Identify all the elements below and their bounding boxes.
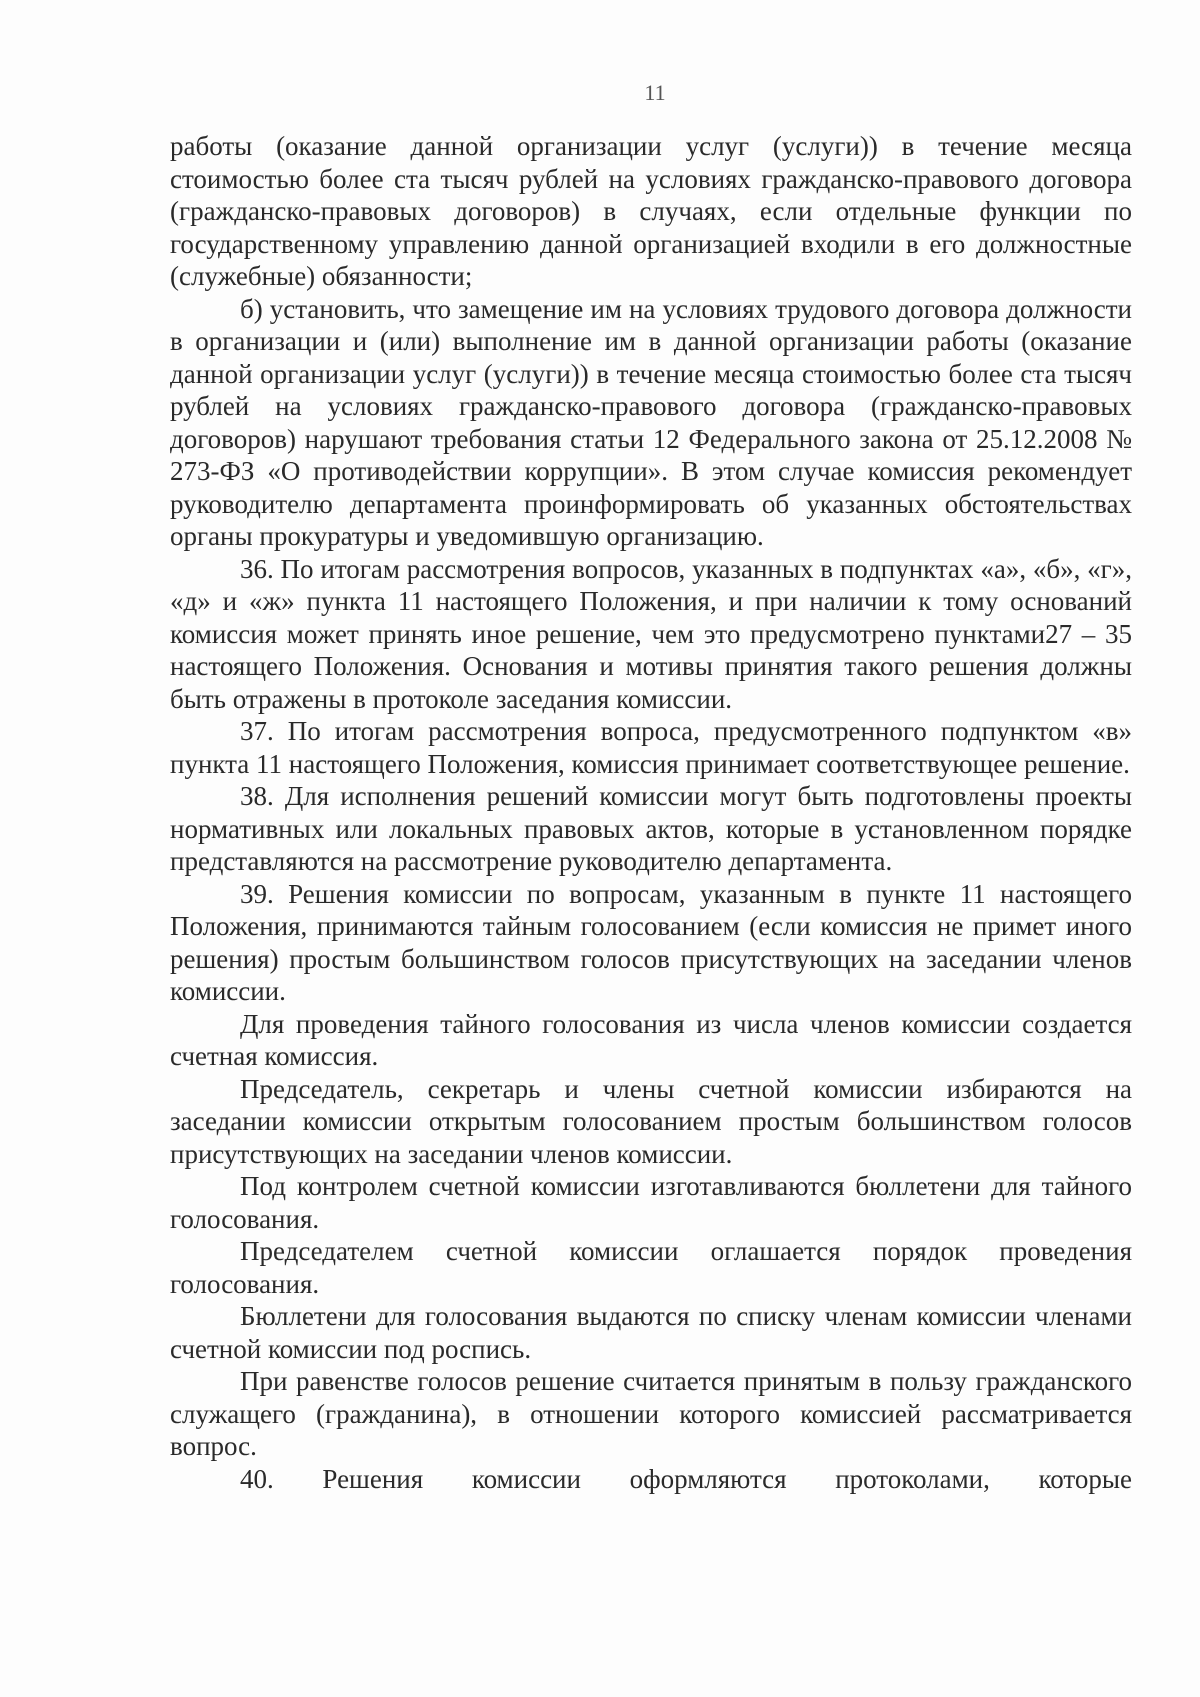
paragraph-39-counting-commission: Председатель, секретарь и члены счетной комиссии избираются на заседании комиссии открытым голосованием простым большинством голосов присутствующих на заседании членов комиссии.	[170, 1073, 1132, 1169]
paragraph-39-procedure: Председателем счетной комиссии оглашается порядок проведения голосования.	[170, 1236, 1132, 1299]
paragraph-38: 38. Для исполнения решений комиссии могут быть подготовлены проекты нормативных или локальных правовых актов, которые в установленном порядке представляются на рассмотрение руководителю департамента.	[170, 781, 1132, 876]
paragraph-subitem-b: б) установить, что замещение им на условиях трудового договора должности в организации и (или) выполнение им в данной организации работы (оказание данной организации услуг (услуги)) в течение месяца стоимостью более ста тысяч рублей на условиях гражданско-правового договора (гражданско-правовых договоров) нарушают требования статьи 12 Федерального закона от 25.12.2008 № 273-ФЗ «О противодействии коррупции». В этом случае комиссия рекомендует руководителю департамента проинформировать об указанных обстоятельствах органы прокуратуры и уведомившую организацию.	[170, 293, 1132, 551]
paragraph-37: 37. По итогам рассмотрения вопроса, предусмотренного подпунктом «в» пункта 11 настоящего Положения, комиссия принимает соответствующее решение.	[170, 716, 1132, 779]
page-number: 11	[644, 80, 666, 105]
paragraph-40: 40. Решения комиссии оформляются протоколами, которые	[240, 1463, 1132, 1494]
paragraph-36: 36. По итогам рассмотрения вопросов, указанных в подпунктах «а», «б», «г», «д» и «ж» пункта 11 настоящего Положения, и при наличии к тому оснований комиссия может принять иное решение, чем это предусмотрено пунктами27 – 35 настоящего Положения. Основания и мотивы принятия такого решения должны быть отражены в протоколе заседания комиссии.	[170, 553, 1132, 714]
paragraph-39: 39. Решения комиссии по вопросам, указанным в пункте 11 настоящего Положения, принимаются тайным голосованием (если комиссия не примет иного решения) простым большинством голосов присутствующих на заседании членов комиссии.	[170, 878, 1132, 1006]
paragraph-continuation: работы (оказание данной организации услуг (услуги)) в течение месяца стоимостью более ста тысяч рублей на условиях гражданско-правового договора (гражданско-правовых договоров) в случаях, если отдельные функции по государственному управлению данной организацией входили в его должностные (служебные) обязанности;	[170, 131, 1132, 291]
paragraph-39-ballot-issue: Бюллетени для голосования выдаются по списку членам комиссии членами счетной комиссии под роспись.	[170, 1301, 1132, 1364]
paragraph-39-ballots: Под контролем счетной комиссии изготавливаются бюллетени для тайного голосования.	[170, 1171, 1132, 1234]
document-body	[170, 130, 1132, 1495]
paragraph-39-secret-vote: Для проведения тайного голосования из числа членов комиссии создается счетная комиссия.	[170, 1008, 1132, 1071]
paragraph-39-tie: При равенстве голосов решение считается принятым в пользу гражданского служащего (гражданина), в отношении которого комиссией рассматривается вопрос.	[170, 1366, 1132, 1461]
